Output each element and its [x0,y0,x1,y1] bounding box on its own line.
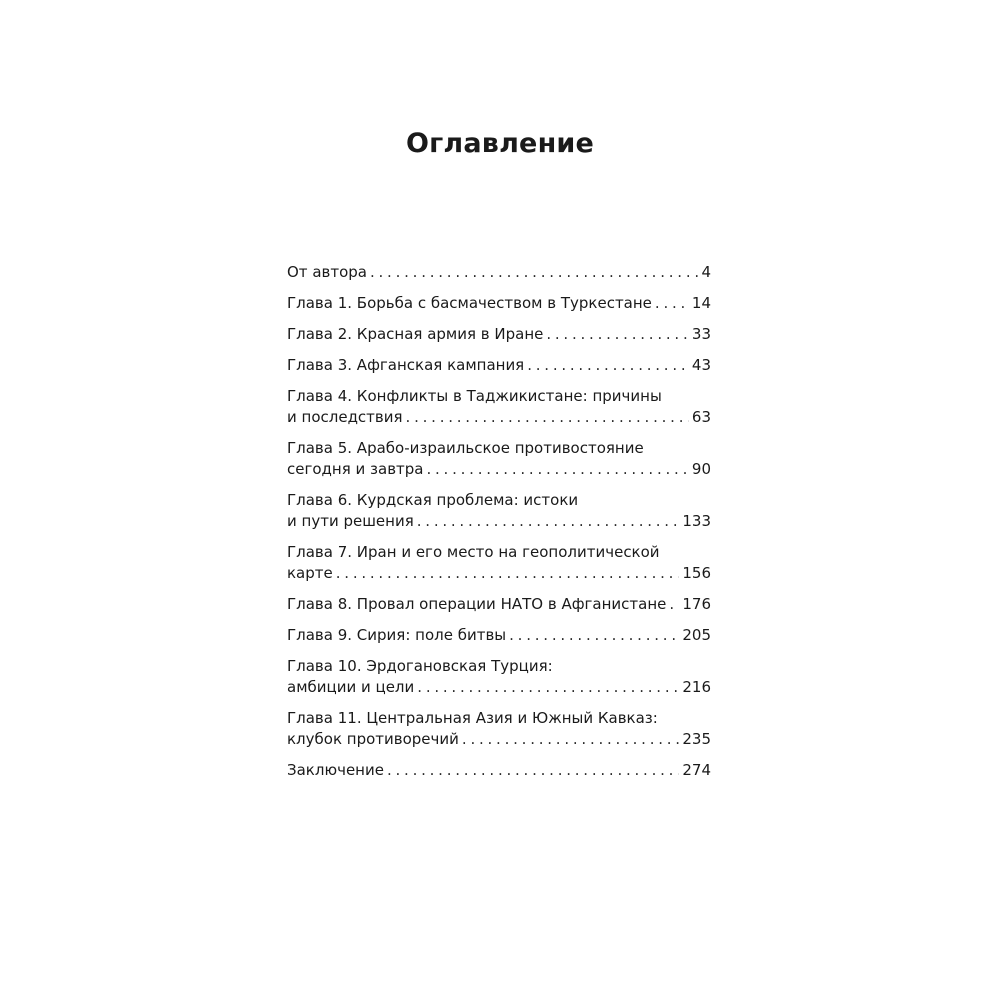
dot-leader [669,594,679,615]
toc-entry-6[interactable] [287,438,711,480]
toc-entry-3[interactable] [287,324,711,345]
dot-leader [462,729,679,750]
toc-entry-page-number: 43 [691,356,711,374]
toc-entry-last-line [287,563,711,584]
toc-entry-2[interactable] [287,293,711,314]
toc-entry-last-line [287,760,711,781]
toc-entry-page-number: 156 [682,564,711,582]
dot-leader [509,625,679,646]
dot-leader [417,677,679,698]
toc-entry-title: и последствия [287,408,403,426]
toc-entry-title: и пути решения [287,512,414,530]
toc-entry-12[interactable] [287,708,711,750]
toc-entry-page-number: 216 [682,678,711,696]
toc-entry-title: Глава 8. Провал операции НАТО в Афганистане [287,595,667,613]
dot-leader [406,407,689,428]
toc-entry-title: Глава 2. Красная армия в Иране [287,325,544,343]
toc-entry-last-line [287,262,711,283]
toc-entry-last-line [287,355,711,376]
toc-entry-page-number: 274 [682,761,711,779]
toc-entry-title-line1: Глава 11. Центральная Азия и Южный Кавказ: [287,709,658,727]
toc-entry-7[interactable] [287,490,711,532]
toc-entry-title: сегодня и завтра [287,460,424,478]
dot-leader [546,324,689,345]
toc-entry-title: Глава 1. Борьба с басмачеством в Туркестане [287,294,652,312]
toc-entry-10[interactable] [287,625,711,646]
toc-entry-page-number: 63 [691,408,711,426]
dot-leader [527,355,689,376]
dot-leader [426,459,688,480]
toc-entry-last-line [287,594,711,615]
toc-entry-page-number: 133 [682,512,711,530]
toc-entry-1[interactable] [287,262,711,283]
toc-entry-title: Глава 9. Сирия: поле битвы [287,626,507,644]
dot-leader [655,293,689,314]
toc-entry-page-number: 4 [701,263,711,281]
toc-entry-last-line [287,511,711,532]
toc-entry-page-number: 33 [691,325,711,343]
toc-entry-last-line [287,677,711,698]
toc-entry-11[interactable] [287,656,711,698]
toc-entry-title-line1: Глава 4. Конфликты в Таджикистане: причины [287,387,662,405]
table-of-contents [287,262,711,791]
toc-entry-13[interactable] [287,760,711,781]
toc-entry-page-number: 14 [691,294,711,312]
toc-entry-title: клубок противоречий [287,730,459,748]
dot-leader [387,760,679,781]
toc-entry-title: Глава 3. Афганская кампания [287,356,525,374]
toc-entry-title: амбиции и цели [287,678,415,696]
toc-entry-last-line [287,324,711,345]
dot-leader [336,563,680,584]
toc-entry-last-line [287,407,711,428]
toc-entry-title: От автора [287,263,367,281]
page-title: Оглавление [405,128,595,159]
toc-entry-9[interactable] [287,594,711,615]
toc-entry-4[interactable] [287,355,711,376]
toc-entry-page-number: 176 [682,595,711,613]
toc-entry-5[interactable] [287,386,711,428]
toc-entry-8[interactable] [287,542,711,584]
toc-entry-last-line [287,625,711,646]
toc-entry-title-line1: Глава 10. Эрдогановская Турция: [287,657,553,675]
toc-entry-page-number: 205 [682,626,711,644]
dot-leader [417,511,680,532]
dot-leader [370,262,698,283]
toc-entry-title-line1: Глава 7. Иран и его место на геополитической [287,543,660,561]
toc-entry-title: Заключение [287,761,384,779]
toc-entry-last-line [287,293,711,314]
toc-entry-title: карте [287,564,333,582]
toc-entry-last-line [287,729,711,750]
toc-entry-last-line [287,459,711,480]
toc-entry-page-number: 235 [682,730,711,748]
toc-entry-title-line1: Глава 6. Курдская проблема: истоки [287,491,579,509]
toc-entry-title-line1: Глава 5. Арабо-израильское противостояние [287,439,644,457]
toc-entry-page-number: 90 [691,460,711,478]
